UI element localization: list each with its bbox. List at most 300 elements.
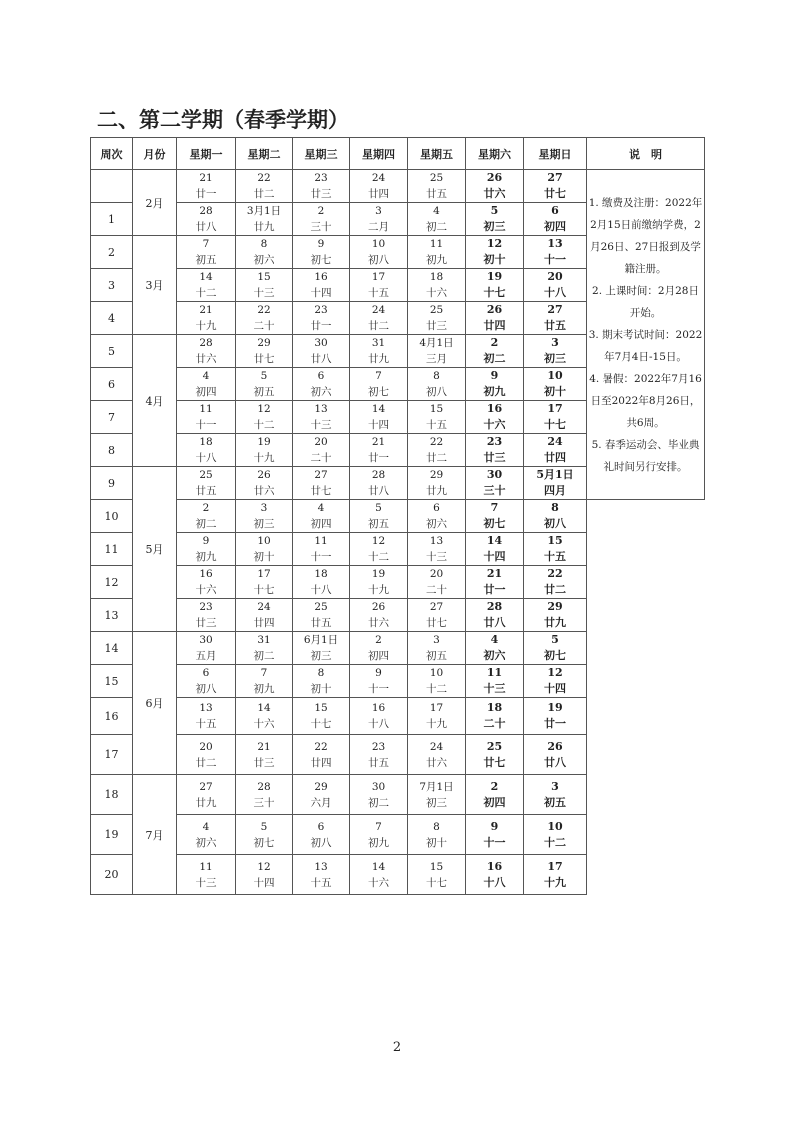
day-date: 14 — [199, 271, 213, 283]
header-6: 星期五 — [408, 138, 466, 170]
day-cell — [350, 775, 408, 815]
day-date: 5 — [551, 633, 559, 646]
day-date: 17 — [547, 402, 563, 415]
notes-cell — [587, 170, 705, 500]
day-lunar: 廿八 — [368, 485, 389, 497]
day-date: 27 — [547, 171, 563, 184]
day-lunar: 廿三 — [253, 756, 275, 769]
day-cell — [466, 467, 524, 500]
day-cell — [466, 566, 524, 599]
day-lunar: 十一 — [483, 835, 506, 849]
day-cell — [408, 170, 466, 203]
day-cell — [293, 500, 350, 533]
day-date: 22 — [257, 172, 271, 184]
day-cell — [524, 401, 587, 434]
day-date: 26 — [257, 469, 271, 481]
day-date: 24 — [257, 601, 271, 613]
day-lunar: 十九 — [368, 584, 389, 596]
day-date: 27 — [429, 601, 444, 613]
day-cell — [293, 467, 350, 500]
day-lunar: 廿五 — [310, 617, 332, 629]
day-date: 19 — [257, 436, 271, 448]
day-lunar: 十九 — [426, 718, 447, 730]
day-lunar: 初九 — [195, 551, 217, 563]
day-lunar: 十六 — [195, 584, 217, 596]
day-date: 15 — [257, 271, 271, 283]
day-cell — [236, 855, 293, 895]
week-number: 8 — [91, 434, 133, 467]
day-cell — [408, 735, 466, 775]
day-cell — [293, 533, 350, 566]
day-cell — [177, 236, 236, 269]
day-cell — [408, 236, 466, 269]
day-date: 28 — [486, 600, 503, 613]
day-lunar: 初二 — [483, 352, 506, 365]
day-lunar: 三十 — [253, 796, 275, 809]
day-cell — [466, 533, 524, 566]
week-number: 4 — [91, 302, 133, 335]
day-cell — [293, 665, 350, 698]
day-date: 26 — [547, 739, 563, 753]
month-cell: 6月 — [133, 632, 177, 775]
week-number: 2 — [91, 236, 133, 269]
day-lunar: 廿六 — [368, 617, 389, 629]
day-date: 15 — [547, 534, 563, 547]
day-date: 16 — [486, 859, 503, 873]
day-lunar: 廿七 — [544, 187, 566, 200]
day-date: 24 — [371, 304, 386, 316]
day-date: 21 — [199, 172, 213, 184]
month-cell: 4月 — [133, 335, 177, 467]
day-cell — [293, 203, 350, 236]
header-2: 星期一 — [177, 138, 236, 170]
day-date: 27 — [547, 303, 563, 316]
day-lunar: 初三 — [426, 796, 447, 809]
day-lunar: 初二 — [426, 221, 447, 233]
day-date: 14 — [371, 860, 386, 873]
day-lunar: 廿六 — [426, 756, 447, 769]
day-lunar: 十四 — [310, 287, 332, 299]
week-number: 3 — [91, 269, 133, 302]
day-cell — [408, 698, 466, 735]
day-cell — [524, 170, 587, 203]
day-cell — [524, 434, 587, 467]
day-lunar: 十五 — [310, 876, 332, 889]
day-cell — [466, 302, 524, 335]
day-cell — [236, 775, 293, 815]
day-date: 3 — [551, 779, 559, 793]
day-cell — [466, 815, 524, 855]
day-lunar: 初六 — [195, 836, 217, 849]
day-date: 16 — [314, 271, 328, 283]
day-cell — [408, 401, 466, 434]
day-lunar: 初三 — [544, 352, 566, 365]
day-lunar: 十七 — [310, 718, 332, 730]
day-lunar: 十六 — [253, 718, 275, 730]
day-date: 14 — [486, 534, 503, 547]
day-cell — [293, 302, 350, 335]
day-date: 19 — [371, 568, 386, 580]
day-lunar: 初十 — [253, 551, 275, 563]
week-number: 11 — [91, 533, 133, 566]
day-cell — [293, 735, 350, 775]
day-cell — [350, 467, 408, 500]
day-lunar: 廿一 — [310, 320, 332, 332]
day-date: 14 — [257, 702, 271, 714]
day-lunar: 十六 — [368, 876, 389, 889]
day-cell — [293, 775, 350, 815]
day-date: 4 — [317, 502, 325, 514]
day-date: 16 — [371, 702, 386, 714]
day-cell — [466, 599, 524, 632]
day-lunar: 十五 — [368, 287, 389, 299]
day-lunar: 廿二 — [253, 188, 275, 200]
day-lunar: 初四 — [310, 518, 332, 530]
day-date: 30 — [371, 780, 386, 793]
day-date: 31 — [257, 634, 271, 646]
day-cell — [177, 335, 236, 368]
day-date: 5月1日 — [536, 468, 574, 481]
day-lunar: 二十 — [426, 584, 447, 596]
day-cell — [177, 302, 236, 335]
day-cell — [524, 665, 587, 698]
day-lunar: 廿八 — [195, 221, 217, 233]
day-date: 17 — [547, 859, 563, 873]
day-cell — [466, 170, 524, 203]
day-lunar: 十八 — [195, 452, 217, 464]
day-date: 6 — [317, 370, 325, 382]
day-date: 4 — [490, 633, 499, 646]
day-date: 7 — [202, 238, 210, 250]
week-number: 13 — [91, 599, 133, 632]
day-cell — [293, 269, 350, 302]
day-date: 12 — [257, 860, 271, 873]
day-cell — [177, 170, 236, 203]
day-lunar: 十六 — [483, 418, 506, 431]
day-date: 8 — [433, 370, 440, 382]
day-cell — [177, 815, 236, 855]
day-lunar: 廿五 — [426, 188, 447, 200]
day-cell — [293, 632, 350, 665]
day-lunar: 廿六 — [195, 353, 217, 365]
day-cell — [466, 735, 524, 775]
day-cell — [466, 775, 524, 815]
week-number: 18 — [91, 775, 133, 815]
day-cell — [293, 401, 350, 434]
day-lunar: 廿八 — [310, 353, 332, 365]
header-7: 星期六 — [466, 138, 524, 170]
day-cell — [408, 533, 466, 566]
day-cell — [350, 698, 408, 735]
day-cell — [466, 401, 524, 434]
day-lunar: 二十 — [310, 452, 332, 464]
month-cell: 3月 — [133, 236, 177, 335]
day-date: 21 — [486, 567, 503, 580]
day-cell — [524, 302, 587, 335]
day-cell — [236, 170, 293, 203]
day-lunar: 初四 — [544, 220, 566, 233]
day-lunar: 初五 — [544, 795, 566, 809]
day-cell — [524, 775, 587, 815]
day-cell — [408, 665, 466, 698]
day-date: 11 — [199, 403, 213, 415]
day-date: 3 — [375, 205, 382, 217]
day-cell — [408, 302, 466, 335]
day-date: 11 — [429, 238, 444, 250]
day-cell — [177, 665, 236, 698]
day-lunar: 初三 — [310, 650, 332, 662]
day-lunar: 廿九 — [544, 616, 566, 629]
day-lunar: 初八 — [368, 254, 389, 266]
day-date: 29 — [257, 337, 271, 349]
day-lunar: 初二 — [195, 518, 217, 530]
day-cell — [236, 815, 293, 855]
header-0: 周次 — [91, 138, 133, 170]
day-date: 21 — [199, 304, 213, 316]
day-date: 27 — [199, 780, 213, 793]
day-cell — [293, 599, 350, 632]
day-lunar: 廿一 — [195, 188, 217, 200]
day-date: 13 — [314, 860, 328, 873]
day-cell — [350, 815, 408, 855]
day-cell — [236, 467, 293, 500]
header-row — [91, 138, 705, 170]
day-cell — [236, 533, 293, 566]
day-cell — [524, 500, 587, 533]
day-lunar: 十四 — [368, 419, 389, 431]
day-date: 22 — [257, 304, 271, 316]
day-lunar: 廿二 — [544, 583, 566, 596]
day-lunar: 四月 — [544, 484, 566, 497]
day-cell — [236, 632, 293, 665]
note-item: 1. 缴费及注册：2022年2月15日前缴纳学费，2月26日、27日报到及学籍注册。 — [588, 196, 703, 275]
day-cell — [177, 368, 236, 401]
day-cell — [408, 566, 466, 599]
day-lunar: 廿四 — [310, 756, 332, 769]
day-cell — [524, 855, 587, 895]
day-cell — [177, 698, 236, 735]
month-cell: 5月 — [133, 467, 177, 632]
day-date: 14 — [371, 403, 386, 415]
day-date: 17 — [429, 702, 444, 714]
day-cell — [350, 735, 408, 775]
day-lunar: 十七 — [483, 286, 506, 299]
day-date: 6月1日 — [303, 634, 339, 646]
day-date: 23 — [486, 435, 503, 448]
day-date: 4 — [202, 370, 210, 382]
day-lunar: 十四 — [544, 682, 566, 695]
day-date: 23 — [314, 304, 328, 316]
day-cell — [524, 632, 587, 665]
week-number: 9 — [91, 467, 133, 500]
day-cell — [293, 335, 350, 368]
day-date: 17 — [371, 271, 386, 283]
day-date: 10 — [547, 819, 563, 833]
day-lunar: 初四 — [483, 795, 506, 809]
day-lunar: 廿二 — [426, 452, 447, 464]
note-item: 4. 暑假：2022年7月16日至2022年8月26日，共6周。 — [589, 372, 702, 429]
day-date: 30 — [314, 337, 328, 349]
day-lunar: 初四 — [195, 386, 217, 398]
day-cell — [236, 665, 293, 698]
day-date: 5 — [260, 820, 268, 833]
day-lunar: 六月 — [310, 796, 332, 809]
day-date: 29 — [547, 600, 563, 613]
day-date: 15 — [429, 403, 444, 415]
day-lunar: 十七 — [544, 418, 566, 431]
day-lunar: 廿八 — [544, 755, 566, 769]
day-date: 3 — [260, 502, 268, 514]
day-cell — [466, 236, 524, 269]
day-cell — [408, 368, 466, 401]
day-lunar: 十二 — [195, 287, 217, 299]
week-number: 10 — [91, 500, 133, 533]
day-cell — [466, 335, 524, 368]
day-cell — [466, 368, 524, 401]
day-date: 23 — [314, 172, 328, 184]
day-date: 8 — [317, 667, 325, 679]
note-item: 2. 上课时间：2月28日开始。 — [592, 284, 699, 319]
day-lunar: 廿三 — [195, 617, 217, 629]
day-date: 17 — [257, 568, 271, 580]
day-date: 3月1日 — [246, 205, 282, 217]
day-date: 20 — [199, 740, 213, 753]
week-number: 12 — [91, 566, 133, 599]
day-date: 5 — [375, 502, 382, 514]
day-lunar: 十一 — [544, 253, 566, 266]
day-date: 5 — [260, 370, 268, 382]
day-cell — [236, 566, 293, 599]
day-lunar: 廿五 — [544, 319, 566, 332]
day-lunar: 初五 — [368, 518, 389, 530]
day-date: 7 — [375, 370, 382, 382]
day-lunar: 十九 — [544, 875, 566, 889]
week-number: 6 — [91, 368, 133, 401]
day-lunar: 十八 — [368, 718, 389, 730]
day-date: 3 — [551, 336, 559, 349]
day-cell — [177, 269, 236, 302]
day-date: 25 — [486, 739, 503, 753]
day-date: 12 — [371, 535, 386, 547]
day-cell — [466, 203, 524, 236]
day-lunar: 十二 — [426, 683, 447, 695]
day-lunar: 初七 — [253, 836, 275, 849]
header-3: 星期二 — [236, 138, 293, 170]
day-lunar: 廿七 — [483, 755, 506, 769]
day-date: 28 — [371, 469, 386, 481]
month-cell: 7月 — [133, 775, 177, 895]
day-lunar: 十九 — [195, 320, 217, 332]
day-lunar: 廿一 — [368, 452, 389, 464]
header-8: 星期日 — [524, 138, 587, 170]
day-lunar: 十二 — [253, 419, 275, 431]
day-date: 8 — [260, 238, 268, 250]
day-date: 26 — [371, 601, 386, 613]
day-date: 16 — [199, 568, 213, 580]
day-date: 6 — [551, 204, 559, 217]
week-number — [91, 170, 133, 203]
day-cell — [466, 855, 524, 895]
day-lunar: 十三 — [195, 876, 217, 889]
day-cell — [177, 599, 236, 632]
day-cell — [408, 599, 466, 632]
day-date: 22 — [314, 740, 328, 753]
day-date: 2 — [375, 634, 382, 646]
week-number: 7 — [91, 401, 133, 434]
day-lunar: 初七 — [544, 649, 566, 662]
day-date: 2 — [490, 779, 499, 793]
day-cell — [524, 599, 587, 632]
day-cell — [177, 434, 236, 467]
day-date: 7月1日 — [419, 780, 454, 793]
day-date: 18 — [486, 701, 503, 714]
day-date: 23 — [199, 601, 213, 613]
day-date: 24 — [371, 172, 386, 184]
day-date: 7 — [490, 501, 499, 514]
day-lunar: 十五 — [426, 419, 447, 431]
day-date: 25 — [429, 304, 444, 316]
day-date: 4月1日 — [419, 337, 454, 349]
day-lunar: 初八 — [544, 517, 566, 530]
day-lunar: 十四 — [483, 550, 506, 563]
day-lunar: 三月 — [426, 353, 447, 365]
day-date: 30 — [486, 468, 503, 481]
week-number: 16 — [91, 698, 133, 735]
page-title: 二、第二学期（春季学期） — [97, 108, 349, 132]
day-date: 11 — [486, 666, 503, 679]
day-lunar: 廿三 — [483, 451, 506, 464]
day-lunar: 初六 — [310, 386, 332, 398]
day-cell — [236, 401, 293, 434]
day-lunar: 初六 — [253, 254, 275, 266]
day-lunar: 廿九 — [426, 485, 447, 497]
day-lunar: 初八 — [195, 683, 217, 695]
day-lunar: 二十 — [483, 717, 506, 730]
day-cell — [524, 236, 587, 269]
day-cell — [236, 236, 293, 269]
day-cell — [350, 632, 408, 665]
day-lunar: 廿四 — [253, 617, 275, 629]
day-lunar: 十一 — [195, 419, 217, 431]
day-date: 6 — [317, 820, 325, 833]
day-date: 29 — [314, 780, 328, 793]
day-date: 13 — [429, 535, 444, 547]
table-row — [91, 170, 705, 203]
day-cell — [350, 566, 408, 599]
day-date: 9 — [317, 238, 325, 250]
day-date: 19 — [547, 701, 563, 714]
day-date: 10 — [257, 535, 271, 547]
day-cell — [350, 665, 408, 698]
day-date: 11 — [199, 860, 213, 873]
day-cell — [350, 401, 408, 434]
day-date: 19 — [486, 270, 503, 283]
day-date: 12 — [547, 666, 563, 679]
day-cell — [350, 302, 408, 335]
day-date: 15 — [314, 702, 328, 714]
day-date: 25 — [314, 601, 328, 613]
note-item: 5. 春季运动会、毕业典礼时间另行安排。 — [591, 438, 700, 473]
day-date: 31 — [371, 337, 386, 349]
day-cell — [524, 735, 587, 775]
day-cell — [177, 533, 236, 566]
day-cell — [350, 599, 408, 632]
day-lunar: 初七 — [310, 254, 332, 266]
day-lunar: 初九 — [253, 683, 275, 695]
day-cell — [350, 269, 408, 302]
day-cell — [408, 269, 466, 302]
day-lunar: 初三 — [253, 518, 275, 530]
